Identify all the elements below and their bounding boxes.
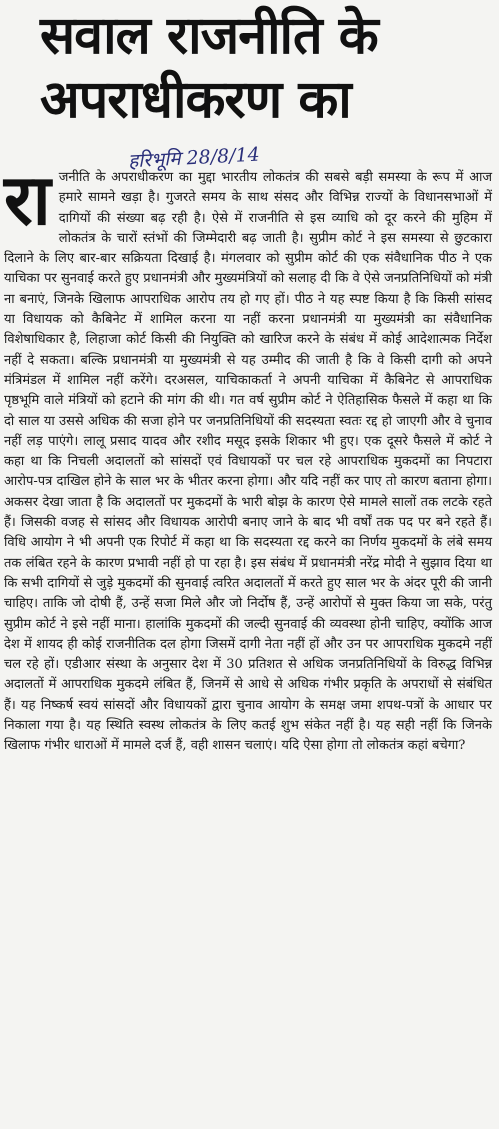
handwritten-source-date: हरिभूमि 28/8/14 [127, 143, 261, 173]
headline [40, 4, 492, 132]
article-paragraph: जनीति के अपराधीकरण का मुद्दा भारतीय लोकतंत्र की सबसे बड़ी समस्या के रूप में आज हमारे सामने खड़ा है। गुजरते समय के साथ संसद और विभिन्न राज्यों के विधानसभाओं में दागियों की संख्या बढ़ रही है। ऐसे में राजनीति से इस व्याधि को दूर करने की मुहिम में लोकतंत्र के चारों स्तंभों की जिम्मेदारी बढ़ जाती है। सुप्रीम कोर्ट ने इस समस्या से छुटकारा दिलाने के लिए बार-बार सक्रियता दिखाई है। मंगलवार को सुप्रीम कोर्ट की एक संवैधानिक पीठ ने एक याचिका पर सुनवाई करते हुए प्रधानमंत्री और मुख्यमंत्रियों को सलाह दी कि वे ऐसे जनप्रतिनिधियों को मंत्री ना बनाएं, जिनके खिलाफ आपराधिक आरोप तय हो गए हों। पीठ ने यह स्पष्ट किया है कि किसी सांसद या विधायक को कैबिनेट में शामिल करना या नहीं करना प्रधानमंत्री या मुख्यमंत्री का संवैधानिक विशेषाधिकार है, लिहाजा कोर्ट किसी की नियुक्ति को खारिज करने के संबंध में कोई आदेशात्मक निर्देश नहीं दे सकता। बल्कि प्रधानमंत्री या मुख्यमंत्री से यह उम्मीद की जाती है कि वे किसी दागी को अपने मंत्रिमंडल में शामिल नहीं करेंगे। दरअसल, याचिकाकर्ता ने अपनी याचिका में कैबिनेट से आपराधिक पृष्ठभूमि वाले मंत्रियों को हटाने की मांग की थी। गत वर्ष सुप्रीम कोर्ट ने ऐतिहासिक फैसले में कहा था कि दो साल या उससे अधिक की सजा होने पर जनप्रतिनिधियों की सदस्यता स्वतः रद्द हो जाएगी और वे चुनाव नहीं लड़ पाएंगे। लालू प्रसाद यादव और रशीद मसूद इसके शिकार भी हुए। एक दूसरे फैसले में कोर्ट ने कहा था कि निचली अदालतों को सांसदों एवं विधायकों पर चल रहे आपराधिक मुकदमों का निपटारा आरोप-पत्र दाखिल होने के साल भर के भीतर करना होगा। और यदि नहीं कर पाए तो कारण बताना होगा। अकसर देखा जाता है कि अदालतों पर मुकदमों के भारी बोझ के कारण ऐसे मामले सालों तक लटके रहते हैं। जिसकी वजह से सांसद और विधायक आरोपी बनाए जाने के बाद भी वर्षों तक पद पर बने रहते हैं। विधि आयोग ने भी अपनी एक रिपोर्ट में कहा था कि सदस्यता रद्द करने का निर्णय मुकदमों के लंबे समय तक लंबित रहने के कारण प्रभावी नहीं हो पा रहा है। इस संबंध में प्रधानमंत्री नरेंद्र मोदी ने सुझाव दिया था कि सभी दागियों से जुड़े मुकदमों की सुनवाई त्वरित अदालतों में करते हुए साल भर के अंदर पूरी की जानी चाहिए। ताकि जो दोषी हैं, उन्हें सजा मिले और जो निर्दोष हैं, उन्हें आरोपों से मुक्त किया जा सके, परंतु सुप्रीम कोर्ट ने इसे नहीं माना। हालांकि मुकदमों की जल्दी सुनवाई की व्यवस्था होनी चाहिए, क्योंकि आज देश में शायद ही कोई राजनीतिक दल होगा जिसमें दागी नेता नहीं हों और उन पर आपराधिक मुकदमे नहीं चल रहे हों। एडीआर संस्था के अनुसार देश में 30 प्रतिशत से अधिक जनप्रतिनिधियों के विरुद्ध विभिन्न अदालतों में आपराधिक मुकदमे लंबित हैं, जिनमें से आधे से अधिक गंभीर प्रकृति के अपराधों से संबंधित हैं। यह निष्कर्ष स्वयं सांसदों और विधायकों द्वारा चुनाव आयोग के समक्ष जमा शपथ-पत्रों के आधार पर निकाला गया है। यह स्थिति स्वस्थ लोकतंत्र के लिए कतई शुभ संकेत नहीं है। यह सही नहीं कि जिनके खिलाफ गंभीर धाराओं में मामले दर्ज हैं, वही शासन चलाएं। यदि ऐसा होगा तो लोकतंत्र कहां बचेगा? [4, 170, 492, 754]
headline-line-2: अपराधीकरण का [40, 70, 351, 130]
article-body [4, 159, 492, 757]
headline-line-1: सवाल राजनीति के [40, 6, 378, 66]
drop-cap: रा [4, 159, 51, 241]
